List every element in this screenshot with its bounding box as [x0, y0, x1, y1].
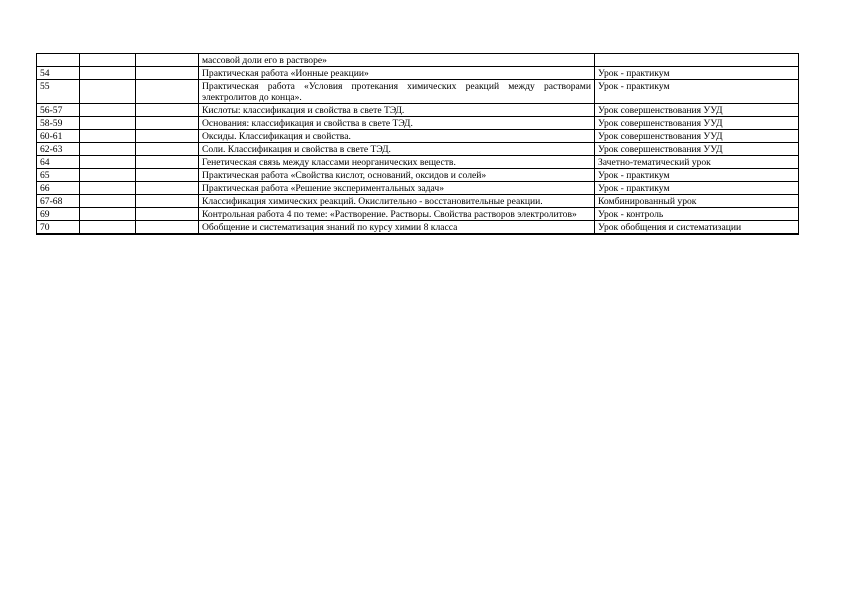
- actual-date-cell: [136, 221, 199, 235]
- lesson-type-cell: Урок - практикум: [595, 182, 799, 195]
- lesson-type-cell: Урок - практикум: [595, 80, 799, 104]
- actual-date-cell: [136, 130, 199, 143]
- lesson-topic-cell: Практическая работа «Свойства кислот, оснований, оксидов и солей»: [199, 169, 595, 182]
- lesson-type-cell: Зачетно-тематический урок: [595, 156, 799, 169]
- lesson-number-cell: 64: [37, 156, 80, 169]
- actual-date-cell: [136, 54, 199, 67]
- actual-date-cell: [136, 143, 199, 156]
- table-row: [37, 80, 799, 104]
- lesson-number-cell: 60-61: [37, 130, 80, 143]
- table-row: [37, 104, 799, 117]
- lesson-topic-cell: Обобщение и систематизация знаний по курсу химии 8 класса: [199, 221, 595, 235]
- lesson-number-cell: 70: [37, 221, 80, 235]
- lesson-topic-cell: Соли. Классификация и свойства в свете ТЭД.: [199, 143, 595, 156]
- lesson-number-cell: 56-57: [37, 104, 80, 117]
- actual-date-cell: [136, 195, 199, 208]
- lesson-topic-cell: Основания: классификация и свойства в свете ТЭД.: [199, 117, 595, 130]
- lesson-number-cell: 65: [37, 169, 80, 182]
- lesson-topic-cell: Практическая работа «Условия протекания химических реакций между растворами электролитов до конца».: [199, 80, 595, 104]
- lesson-topic-cell: Контрольная работа 4 по теме: «Растворение. Растворы. Свойства растворов электролитов»: [199, 208, 595, 221]
- lesson-topic-cell: Кислоты: классификация и свойства в свете ТЭД.: [199, 104, 595, 117]
- table-row: [37, 143, 799, 156]
- lesson-type-cell: Комбинированный урок: [595, 195, 799, 208]
- lesson-plan-table: [36, 53, 799, 235]
- planned-date-cell: [80, 182, 136, 195]
- lesson-type-cell: Урок совершенствования УУД: [595, 143, 799, 156]
- table-row: [37, 67, 799, 80]
- lesson-number-cell: 67-68: [37, 195, 80, 208]
- lesson-type-cell: Урок совершенствования УУД: [595, 130, 799, 143]
- lesson-number-cell: 55: [37, 80, 80, 104]
- lesson-number-cell: 69: [37, 208, 80, 221]
- lesson-topic-cell: Классификация химических реакций. Окислительно - восстановительные реакции.: [199, 195, 595, 208]
- lesson-plan-body: [37, 54, 799, 235]
- lesson-type-cell: Урок - практикум: [595, 169, 799, 182]
- planned-date-cell: [80, 156, 136, 169]
- lesson-type-cell: Урок обобщения и систематизации: [595, 221, 799, 235]
- actual-date-cell: [136, 117, 199, 130]
- planned-date-cell: [80, 117, 136, 130]
- actual-date-cell: [136, 169, 199, 182]
- actual-date-cell: [136, 208, 199, 221]
- lesson-type-cell: Урок совершенствования УУД: [595, 117, 799, 130]
- lesson-type-cell: [595, 54, 799, 67]
- planned-date-cell: [80, 80, 136, 104]
- planned-date-cell: [80, 54, 136, 67]
- lesson-number-cell: 58-59: [37, 117, 80, 130]
- planned-date-cell: [80, 143, 136, 156]
- lesson-type-cell: Урок - контроль: [595, 208, 799, 221]
- planned-date-cell: [80, 195, 136, 208]
- actual-date-cell: [136, 182, 199, 195]
- table-row: [37, 156, 799, 169]
- planned-date-cell: [80, 130, 136, 143]
- actual-date-cell: [136, 67, 199, 80]
- lesson-number-cell: 54: [37, 67, 80, 80]
- table-row: [37, 130, 799, 143]
- planned-date-cell: [80, 221, 136, 235]
- actual-date-cell: [136, 156, 199, 169]
- planned-date-cell: [80, 169, 136, 182]
- lesson-number-cell: 62-63: [37, 143, 80, 156]
- lesson-number-cell: 66: [37, 182, 80, 195]
- lesson-type-cell: Урок - практикум: [595, 67, 799, 80]
- planned-date-cell: [80, 104, 136, 117]
- table-row: [37, 169, 799, 182]
- lesson-topic-cell: Оксиды. Классификация и свойства.: [199, 130, 595, 143]
- lesson-type-cell: Урок совершенствования УУД: [595, 104, 799, 117]
- table-row: [37, 195, 799, 208]
- planned-date-cell: [80, 208, 136, 221]
- lesson-topic-cell: Генетическая связь между классами неорганических веществ.: [199, 156, 595, 169]
- planned-date-cell: [80, 67, 136, 80]
- lesson-topic-cell: Практическая работа «Ионные реакции»: [199, 67, 595, 80]
- lesson-topic-cell: Практическая работа «Решение экспериментальных задач»: [199, 182, 595, 195]
- table-row: [37, 54, 799, 67]
- lesson-number-cell: [37, 54, 80, 67]
- table-row: [37, 208, 799, 221]
- table-row: [37, 182, 799, 195]
- actual-date-cell: [136, 80, 199, 104]
- actual-date-cell: [136, 104, 199, 117]
- table-row: [37, 117, 799, 130]
- lesson-topic-cell: массовой доли его в растворе»: [199, 54, 595, 67]
- table-row: [37, 221, 799, 235]
